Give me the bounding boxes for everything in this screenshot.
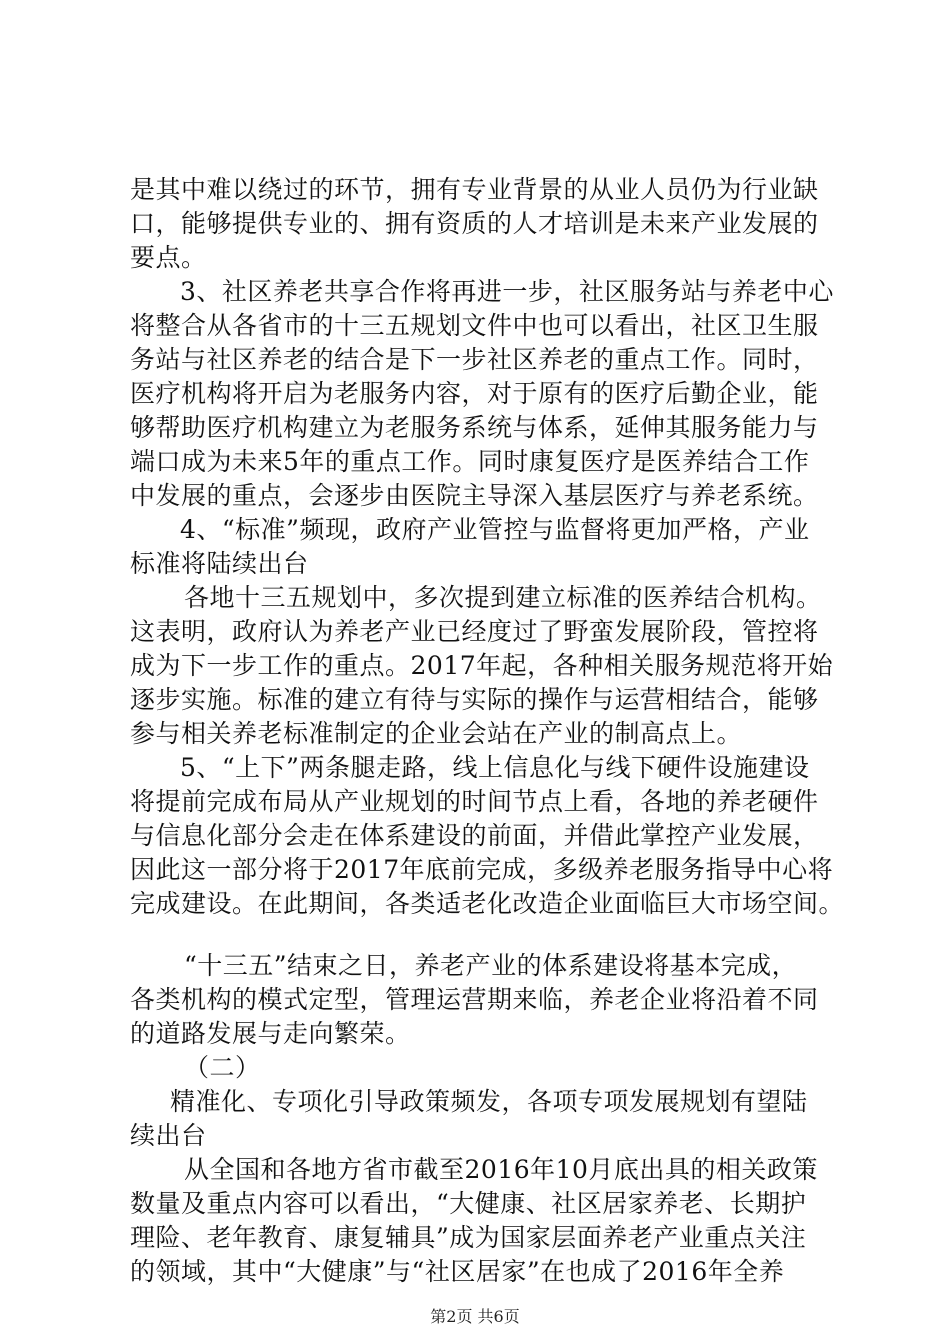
- text-line: 理险、老年教育、康复辅具”成为国家层面养老产业重点关注: [130, 1223, 807, 1252]
- text-line: 从全国和各地方省市截至2016年10月底出具的相关政策: [184, 1155, 818, 1184]
- text-line: 是其中难以绕过的环节，拥有专业背景的从业人员仍为行业缺: [130, 175, 819, 204]
- text-line: 精准化、专项化引导政策频发，各项专项发展规划有望陆: [170, 1087, 808, 1116]
- text-line: 逐步实施。标准的建立有待与实际的操作与运营相结合，能够: [130, 685, 819, 714]
- text-line: 这表明，政府认为养老产业已经度过了野蛮发展阶段，管控将: [130, 617, 819, 646]
- text-line: 参与相关养老标准制定的企业会站在产业的制高点上。: [130, 719, 743, 748]
- text-line: 口，能够提供专业的、拥有资质的人才培训是未来产业发展的: [130, 209, 819, 238]
- text-line: 要点。: [130, 243, 207, 272]
- text-line: 医疗机构将开启为老服务内容，对于原有的医疗后勤企业，能: [130, 379, 819, 408]
- text-line: 与信息化部分会走在体系建设的前面，并借此掌控产业发展，: [130, 821, 819, 850]
- text-line: 4、“标准”频现，政府产业管控与监督将更加严格，产业: [180, 515, 810, 544]
- text-line: 成为下一步工作的重点。2017年起，各种相关服务规范将开始: [130, 651, 834, 680]
- text-line: 各地十三五规划中，多次提到建立标准的医养结合机构。: [184, 583, 822, 612]
- text-line: “十三五”结束之日，养老产业的体系建设将基本完成，: [184, 951, 798, 980]
- text-line: 务站与社区养老的结合是下一步社区养老的重点工作。同时，: [130, 345, 819, 374]
- text-line: 将提前完成布局从产业规划的时间节点上看，各地的养老硬件: [130, 787, 819, 816]
- text-line: 完成建设。在此期间，各类适老化改造企业面临巨大市场空间。: [130, 889, 845, 918]
- text-line: （二）: [184, 1053, 261, 1082]
- text-line: 标准将陆续出台: [130, 549, 309, 578]
- text-line: 各类机构的模式定型，管理运营期来临，养老企业将沿着不同: [130, 985, 819, 1014]
- text-line: 够帮助医疗机构建立为老服务系统与体系，延伸其服务能力与: [130, 413, 819, 442]
- text-line: 的领域，其中“大健康”与“社区居家”在也成了2016年全养: [130, 1257, 785, 1286]
- text-line: 续出台: [130, 1121, 207, 1150]
- text-line: 端口成为未来5年的重点工作。同时康复医疗是医养结合工作: [130, 447, 810, 476]
- page-footer: 第2页 共6页: [430, 1307, 520, 1326]
- text-line: 将整合从各省市的十三五规划文件中也可以看出，社区卫生服: [130, 311, 819, 340]
- text-line: 因此这一部分将于2017年底前完成，多级养老服务指导中心将: [130, 855, 834, 884]
- text-line: 中发展的重点，会逐步由医院主导深入基层医疗与养老系统。: [130, 481, 819, 510]
- text-line: 的道路发展与走向繁荣。: [130, 1019, 411, 1048]
- text-line: 3、社区养老共享合作将再进一步，社区服务站与养老中心: [180, 277, 834, 306]
- text-line: 5、“上下”两条腿走路，线上信息化与线下硬件设施建设: [180, 753, 810, 782]
- text-line: 数量及重点内容可以看出，“大健康、社区居家养老、长期护: [130, 1189, 807, 1218]
